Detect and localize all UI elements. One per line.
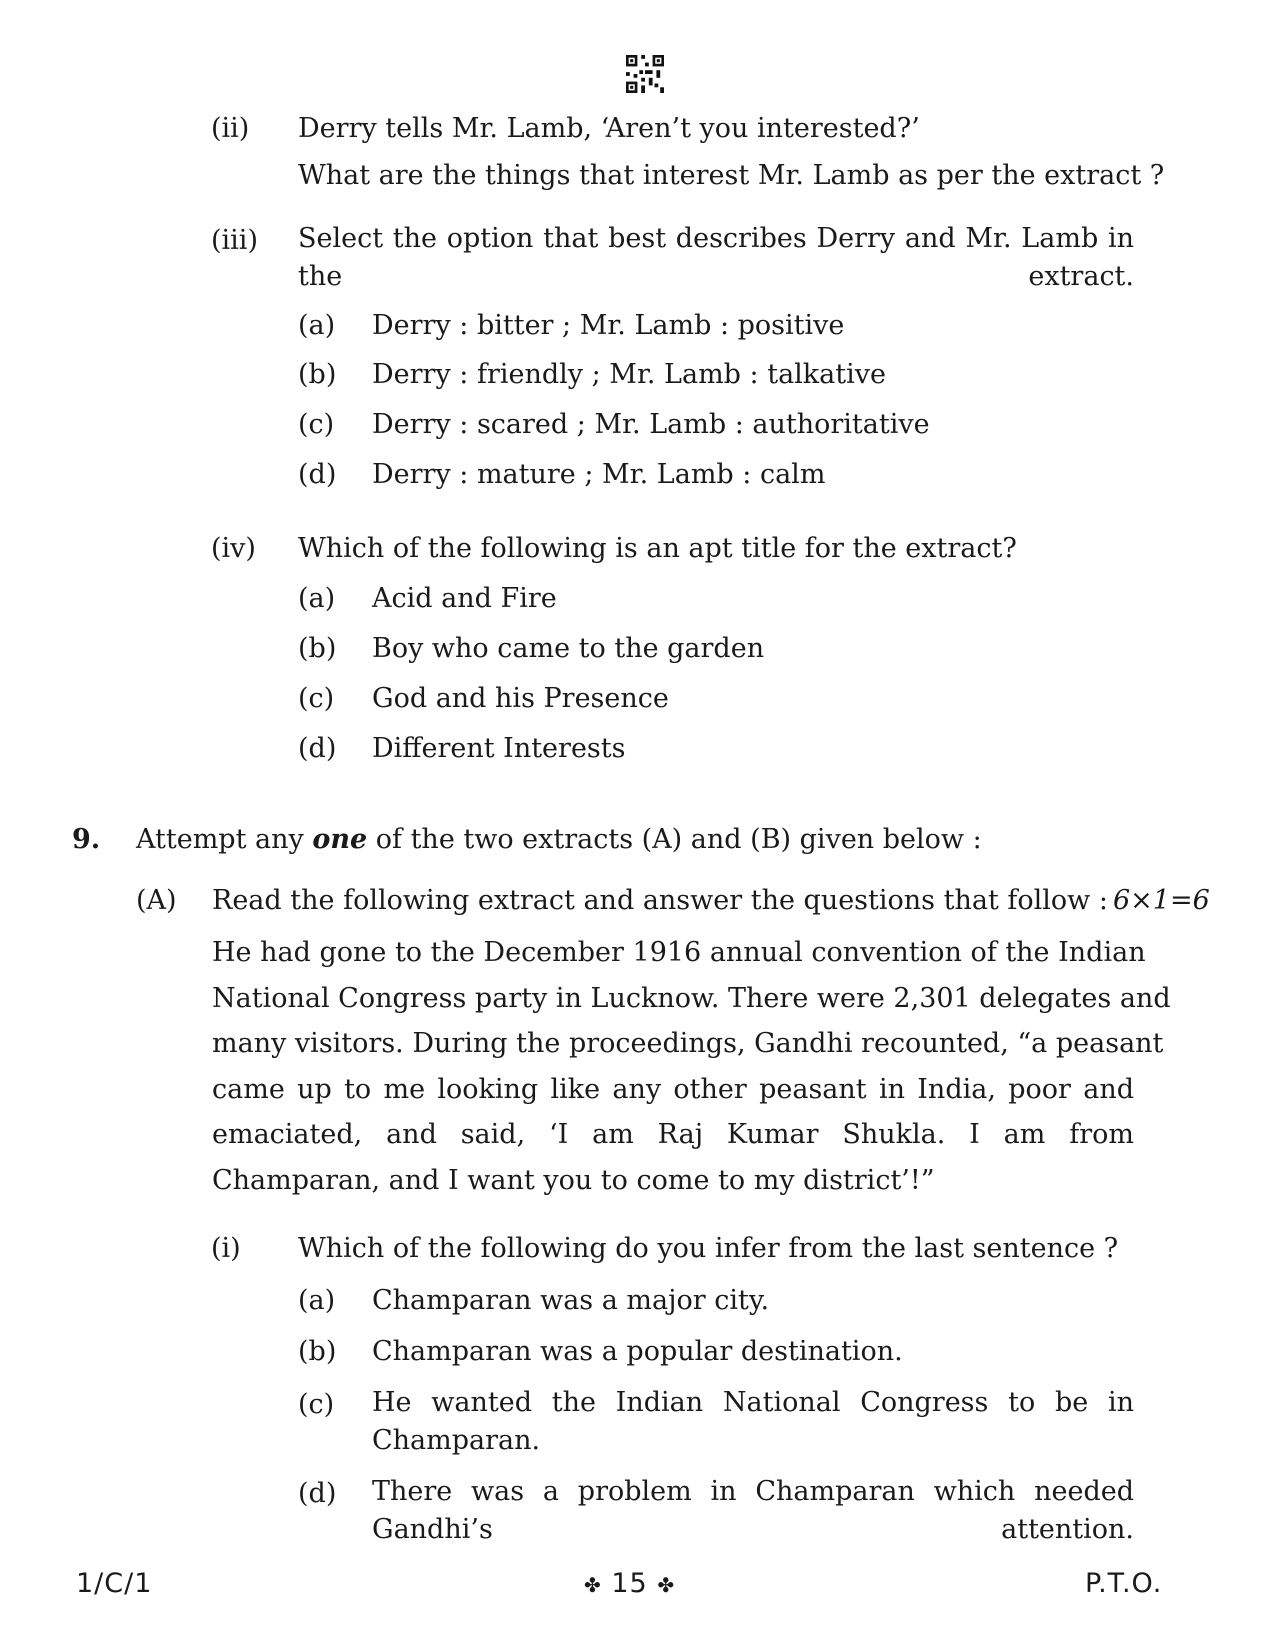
extract-line: emaciated, and said, ‘I am Raj Kumar Shukla. I am from [212, 1119, 1134, 1150]
instruction-text: Read the following extract and answer the questions that follow : [212, 885, 1108, 916]
option-text: There was a problem in Champaran which needed Gandhi’s attention. [372, 1476, 1134, 1545]
option-label: (c) [298, 1389, 335, 1420]
subquestion-number: (iv) [211, 533, 256, 564]
question-text-part: Attempt any [136, 824, 313, 855]
option-label: (d) [298, 459, 337, 490]
option-label: (d) [298, 733, 337, 764]
subquestion-number: (i) [211, 1233, 241, 1264]
extract-line: National Congress party in Lucknow. There were 2,301 delegates and [212, 982, 1171, 1014]
question-text [136, 823, 982, 857]
option-text: Derry : mature ; Mr. Lamb : calm [372, 459, 826, 490]
option-text: Derry : friendly ; Mr. Lamb : talkative [372, 359, 886, 390]
option-text: Champaran was a popular destination. [372, 1336, 903, 1367]
option-label: (c) [298, 683, 335, 714]
option-text: Acid and Fire [372, 583, 557, 614]
option-label: (d) [298, 1478, 337, 1509]
extract-line: many visitors. During the proceedings, Gandhi recounted, “a peasant [212, 1028, 1164, 1059]
option-label: (b) [298, 633, 337, 664]
option-text: Derry : bitter ; Mr. Lamb : positive [372, 310, 845, 341]
extract-line: Champaran, and I want you to come to my district’!” [212, 1164, 935, 1196]
paper-code: 1/C/1 [76, 1568, 153, 1599]
option-text: Champaran was a major city. [372, 1285, 770, 1316]
question-number: 9. [72, 824, 101, 855]
ornament-left-icon: ✤ [584, 1573, 602, 1597]
option-label: (a) [298, 583, 336, 614]
qr-code-icon [626, 55, 664, 93]
emphasis-text: one [312, 824, 368, 855]
page-number-value: 15 [611, 1568, 648, 1599]
option-text: Different Interests [372, 733, 626, 764]
question-text-part: of the two extracts (A) and (B) given below : [367, 824, 982, 855]
option-text: Derry : scared ; Mr. Lamb : authoritative [372, 409, 930, 440]
extract-passage [212, 930, 1171, 1203]
option-label: (b) [298, 359, 337, 390]
option-label: (b) [298, 1336, 337, 1367]
option-label: (a) [298, 310, 336, 341]
marks-label: 6×1=6 [1113, 885, 1210, 916]
question-text: Which of the following do you infer from the last sentence ? [298, 1233, 1119, 1264]
question-text: Derry tells Mr. Lamb, ‘Aren’t you interested?’ [298, 113, 920, 144]
option-label: (c) [298, 409, 335, 440]
page-number [584, 1567, 675, 1601]
subquestion-number: (ii) [211, 113, 250, 144]
section-label: (A) [136, 885, 177, 916]
option-text: He wanted the Indian National Congress to be in Champaran. [372, 1387, 1134, 1456]
subquestion-number: (iii) [211, 225, 258, 256]
extract-line: came up to me looking like any other peasant in India, poor and [212, 1073, 1134, 1105]
extract-line: He had gone to the December 1916 annual convention of the Indian [212, 937, 1146, 968]
option-label: (a) [298, 1285, 336, 1316]
pto-label: P.T.O. [1085, 1568, 1163, 1599]
option-text: God and his Presence [372, 683, 669, 714]
ornament-right-icon: ✤ [657, 1573, 676, 1597]
question-text: What are the things that interest Mr. Lamb as per the extract ? [298, 160, 1165, 191]
option-text: Boy who came to the garden [372, 633, 765, 664]
question-text: Which of the following is an apt title for the extract? [298, 533, 1017, 564]
question-text: Select the option that best describes Derry and Mr. Lamb in the extract. [298, 223, 1134, 292]
